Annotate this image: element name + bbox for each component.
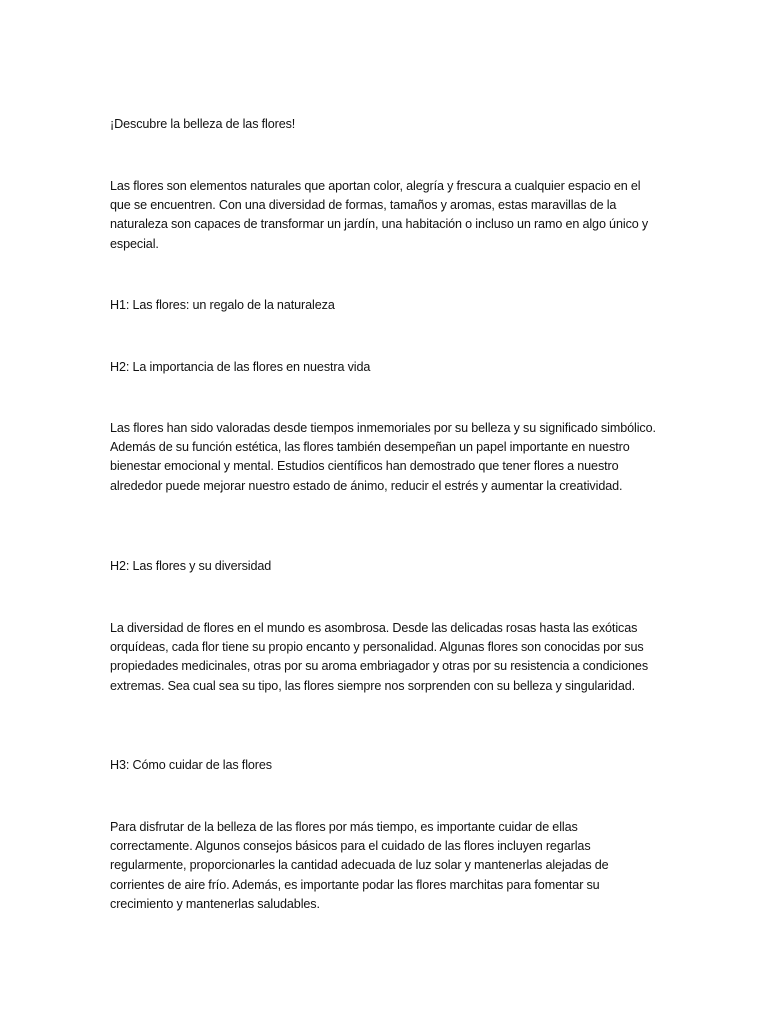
heading-h3-care: H3: Cómo cuidar de las flores: [110, 758, 272, 772]
heading-h1: H1: Las flores: un regalo de la naturaleza: [110, 298, 335, 312]
paragraph-care: Para disfrutar de la belleza de las flores por más tiempo, es importante cuidar de ellas correctamente. Algunos consejos básicos para el cuidado de las flores incluyen regarlas regularmente, proporcionarles la cantidad adecuada de luz solar y mantenerlas alejadas de corrientes de aire frío. Además, es importante podar las flores marchitas para fomentar su crecimiento y mantenerlas saludables.: [110, 820, 609, 911]
heading-h2-importance: H2: La importancia de las flores en nuestra vida: [110, 360, 371, 374]
heading-h2-diversity: H2: Las flores y su diversidad: [110, 559, 272, 573]
intro-title: ¡Descubre la belleza de las flores!: [110, 117, 296, 131]
intro-paragraph: Las flores son elementos naturales que aportan color, alegría y frescura a cualquier espacio en el que se encuentren. Con una diversidad de formas, tamaños y aromas, estas maravillas de la naturaleza son capaces de transformar un jardín, una habitación o incluso un ramo en algo único y especial.: [110, 179, 649, 251]
paragraph-importance: Las flores han sido valoradas desde tiempos inmemoriales por su belleza y su significado simbólico. Además de su función estética, las flores también desempeñan un papel importante en nuestro bienestar emocional y mental. Estudios científicos han demostrado que tener flores a nuestro alrededor puede mejorar nuestro estado de ánimo, reducir el estrés y aumentar la creatividad.: [110, 421, 656, 493]
paragraph-diversity: La diversidad de flores en el mundo es asombrosa. Desde las delicadas rosas hasta las exóticas orquídeas, cada flor tiene su propio encanto y personalidad. Algunas flores son conocidas por sus propiedades medicinales, otras por su aroma embriagador y otras por su resistencia a condiciones extremas. Sea cual sea su tipo, las flores siempre nos sorprenden con su belleza y singularidad.: [110, 621, 649, 693]
